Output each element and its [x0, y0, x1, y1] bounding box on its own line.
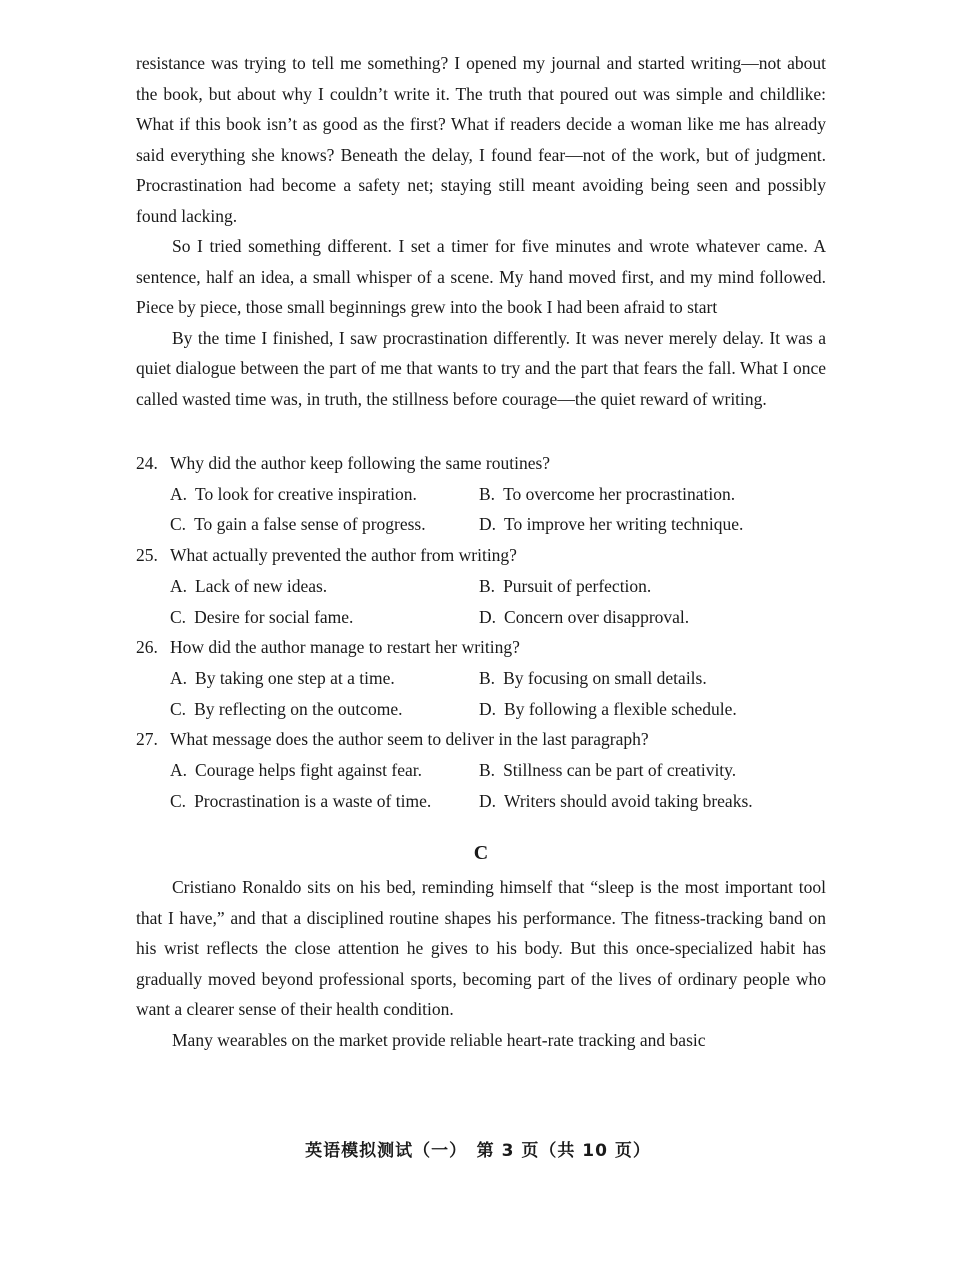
option-d [479, 786, 824, 817]
option-a [170, 755, 479, 786]
question-stem: How did the author manage to restart her writing? [170, 637, 520, 658]
option-letter: B. [479, 483, 496, 504]
option-letter: A. [170, 575, 188, 596]
option-text: Lack of new ideas. [195, 575, 328, 596]
option-text: To look for creative inspiration. [195, 483, 417, 504]
section-title: C [473, 842, 489, 865]
option-letter: D. [479, 698, 497, 719]
option-d [479, 602, 824, 633]
option-letter: B. [479, 575, 496, 596]
question-24 [136, 448, 826, 540]
passage-paragraph: resistance was trying to tell me something? I opened my journal and started writing—not about the book, but about why I couldn’t write it. The truth that poured out was simple and childlike: What if this book isn’t as good as the first? What if readers decide a woman like me has already said everything she knows? Beneath the delay, I found fear—not of the work, but of judgment. Procrastination had become a safety net; staying still meant avoiding being seen and possibly found lacking. [136, 53, 826, 226]
passage-paragraph: Cristiano Ronaldo sits on his bed, reminding himself that “sleep is the most important tool that I have,” and that a disciplined routine shapes his performance. The fitness-tracking band on his wrist reflects the close attention he gives to his body. But this once-specialized habit has gradually moved beyond professional sports, becoming part of the lives of ordinary people who want a clearer sense of their health condition. [136, 877, 826, 1020]
option-b [479, 755, 824, 786]
option-a [170, 571, 479, 602]
option-text: Writers should avoid taking breaks. [504, 790, 753, 811]
question-stem: What actually prevented the author from writing? [170, 545, 517, 566]
option-c [170, 602, 479, 633]
option-text: By following a flexible schedule. [504, 698, 737, 719]
option-c [170, 786, 479, 817]
question-stem: What message does the author seem to deliver in the last paragraph? [170, 729, 649, 750]
option-text: To improve her writing technique. [504, 514, 744, 535]
option-b [479, 571, 824, 602]
page-footer: 英语模拟测试（一） 第 3 页（共 10 页） [305, 1141, 651, 1161]
option-text: Desire for social fame. [194, 606, 354, 627]
passage-paragraph: Many wearables on the market provide reliable heart-rate tracking and basic [172, 1029, 706, 1050]
option-letter: C. [170, 790, 187, 811]
question-stem: Why did the author keep following the same routines? [170, 453, 551, 473]
passage-b [136, 48, 826, 414]
option-letter: D. [479, 606, 497, 627]
option-letter: C. [170, 514, 187, 535]
option-text: To overcome her procrastination. [503, 483, 736, 504]
option-letter: B. [479, 667, 496, 688]
option-d [479, 694, 824, 725]
option-text: Stillness can be part of creativity. [503, 760, 737, 781]
passage-paragraph: So I tried something different. I set a timer for five minutes and wrote whatever came. A sentence, half an idea, a small whisper of a scene. My hand moved first, and my mind followed. Piece by piece, those small beginnings grew into the book I had been afraid to start [136, 236, 826, 317]
option-text: By taking one step at a time. [195, 667, 395, 688]
option-letter: D. [479, 790, 497, 811]
option-letter: A. [170, 760, 188, 781]
passage-paragraph: By the time I finished, I saw procrastination differently. It was never merely delay. It was a quiet dialogue between the part of me that wants to try and the part that fears the fall. What I once called wasted time was, in truth, the stillness before courage—the quiet reward of writing. [136, 327, 826, 409]
option-letter: A. [170, 483, 188, 504]
option-letter: B. [479, 760, 496, 781]
option-text: Procrastination is a waste of time. [194, 790, 432, 811]
option-letter: D. [479, 514, 497, 535]
option-text: Concern over disapproval. [504, 606, 690, 627]
option-letter: A. [170, 667, 188, 688]
question-list [136, 448, 826, 816]
option-letter: C. [170, 606, 187, 627]
passage-c [136, 872, 826, 1055]
option-letter: C. [170, 698, 187, 719]
option-a [170, 479, 479, 510]
question-number: 27. [136, 729, 158, 750]
exam-page [136, 48, 826, 1055]
option-text: To gain a false sense of progress. [194, 514, 426, 535]
question-25 [136, 540, 826, 632]
question-number: 24. [136, 453, 158, 473]
question-number: 26. [136, 637, 158, 658]
option-c [170, 694, 479, 725]
option-text: Pursuit of perfection. [503, 575, 652, 596]
option-text: By focusing on small details. [503, 667, 707, 688]
option-text: By reflecting on the outcome. [194, 698, 403, 719]
option-text: Courage helps fight against fear. [195, 760, 422, 781]
question-27 [136, 724, 826, 816]
option-c [170, 509, 479, 540]
question-number: 25. [136, 545, 158, 566]
question-26 [136, 632, 826, 724]
option-a [170, 663, 479, 694]
option-d [479, 509, 824, 540]
option-b [479, 663, 824, 694]
option-b [479, 479, 824, 510]
